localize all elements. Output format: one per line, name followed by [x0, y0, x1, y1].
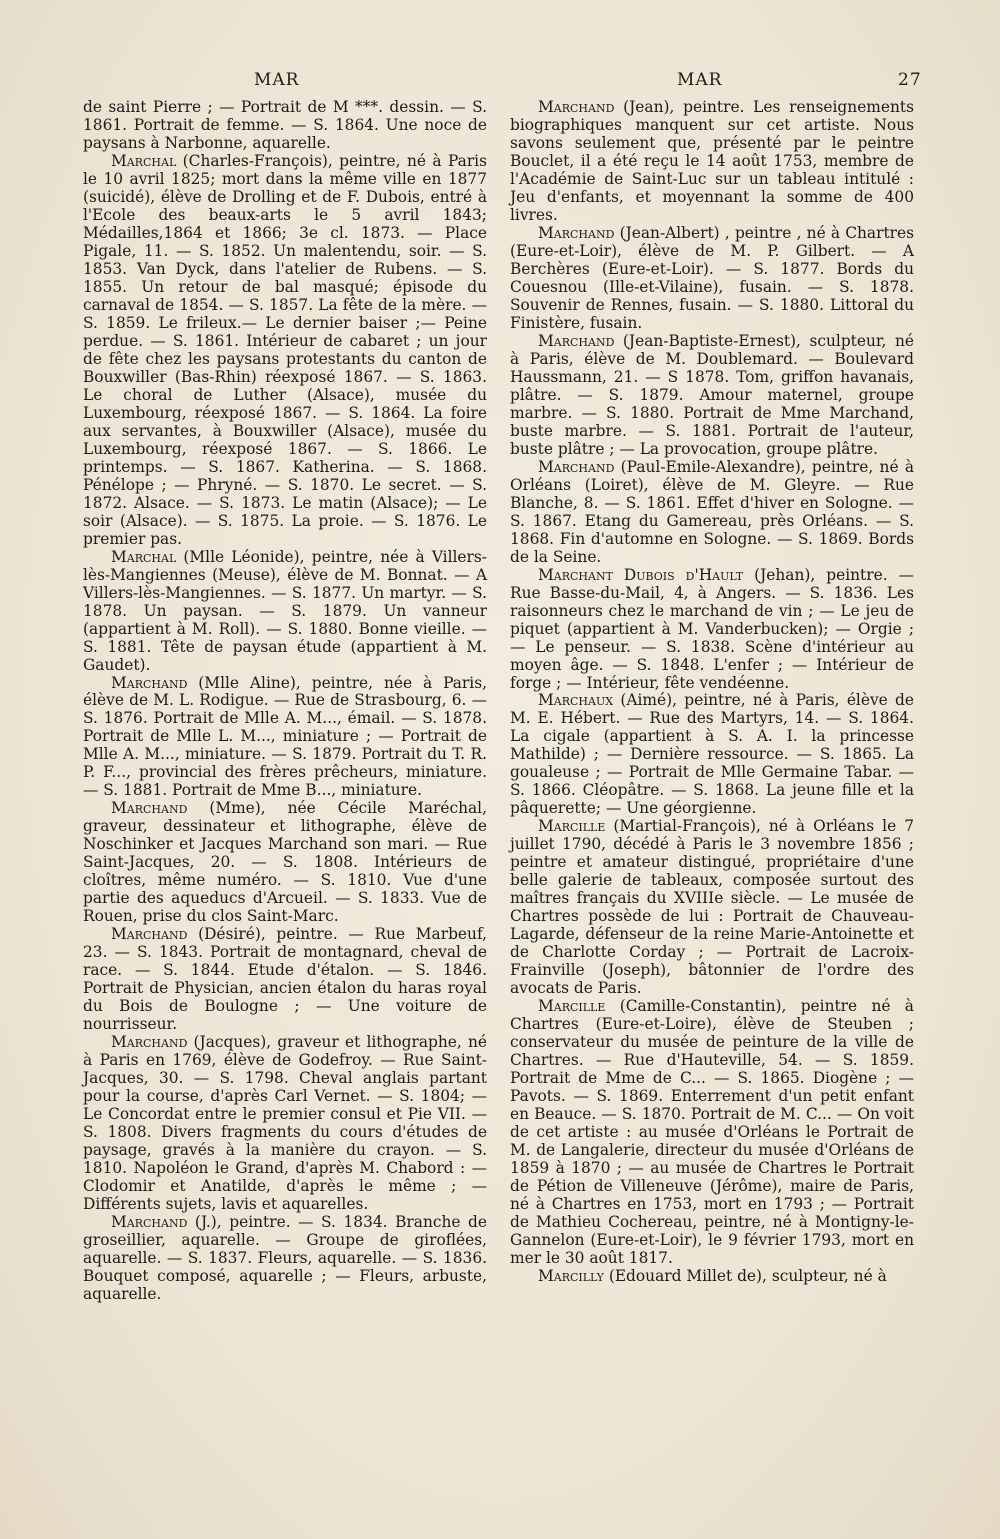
entry-headword: Marcille	[538, 817, 606, 836]
entry-text: (Mlle Léonide), peintre, née à Villers-lès-Mangiennes (Meuse), élève de M. Bonnat. — A Villers-lès-Mangiennes. — S. 1877. Un martyr. — S. 1878. Un paysan. — S. 1879. Un vanneur (appartient à M. Roll). — S. 1880. Bonne vieille. — S. 1881. Tête de paysan étude (appartient à M. Gaudet).	[83, 547, 487, 674]
running-head-left: MAR	[254, 70, 300, 90]
entry-headword: Marchal	[111, 151, 177, 170]
entry-headword: Marchal	[111, 547, 177, 566]
dictionary-entry	[83, 674, 487, 800]
entry-headword: Marchand	[111, 1033, 188, 1052]
right-column	[510, 98, 914, 1285]
entry-text: (Jean-Albert) , peintre , né à Chartres (Eure-et-Loir), élève de M. P. Gilbert. — A Berchères (Eure-et-Loir). — S. 1877. Bords du Couesnou (Ille-et-Vilaine), fusain. — S. 1878. Souvenir de Rennes, fusain. — S. 1880. Littoral du Finistère, fusain.	[510, 223, 914, 332]
dictionary-entry	[83, 152, 487, 548]
entry-text: (Mme), née Cécile Maréchal, graveur, dessinateur et lithographe, élève de Noschinker et Jacques Marchand son mari. — Rue Saint-Jacques, 20. — S. 1808. Intérieurs de cloîtres, même numéro. — S. 1810. Vue d'une partie des aqueducs d'Arcueil. — S. 1833. Vue de Rouen, prise du clos Saint-Marc.	[83, 799, 487, 926]
entry-text: (Martial-François), né à Orléans le 7 juillet 1790, décédé à Paris le 3 novembre 1856 ; peintre et amateur distingué, propriétaire d'une belle galerie de tableaux, composée surtout des maîtres français du XVIIIe siècle. — Le musée de Chartres possède de lui : Portrait de Chauveau-Lagarde, défenseur de la reine Marie-Antoinette et de Charlotte Corday ; — Portrait de Lacroix-Frainville (Joseph), bâtonnier de l'ordre des avocats de Paris.	[510, 817, 914, 998]
entry-headword: Marchand	[538, 457, 615, 476]
entry-text: (Aimé), peintre, né à Paris, élève de M. E. Hébert. — Rue des Martyrs, 14. — S. 1864. La cigale (appartient à S. A. I. la princesse Mathilde) ; — Dernière ressource. — S. 1865. La goualeuse ; — Portrait de Mlle Germaine Tabar. — S. 1866. Cléopâtre. — S. 1868. La jeune fille et la pâquerette; — Une géorgienne.	[510, 691, 914, 818]
dictionary-entry	[83, 1213, 487, 1303]
running-head-right: MAR	[677, 70, 723, 90]
dictionary-entry	[510, 997, 914, 1267]
entry-headword: Marchand	[111, 925, 188, 944]
dictionary-entry	[510, 332, 914, 458]
page-number: 27	[898, 70, 922, 90]
entry-text: (Paul-Emile-Alexandre), peintre, né à Orléans (Loiret), élève de M. Gleyre. — Rue Blanche, 8. — S. 1861. Effet d'hiver en Sologne. — S. 1867. Etang du Gamereau, près Orléans. — S. 1868. Fin d'automne en Sologne. — S. 1869. Bords de la Seine.	[510, 457, 914, 566]
entry-headword: Marchand	[538, 223, 615, 242]
entry-text: de saint Pierre ; — Portrait de M ***. dessin. — S. 1861. Portrait de femme. — S. 1864. Une noce de paysans à Narbonne, aquarelle.	[83, 98, 487, 152]
entry-headword: Marchant Dubois d'Hault	[538, 565, 744, 584]
dictionary-entry	[83, 98, 487, 152]
dictionary-entry	[83, 548, 487, 674]
entry-text: (Jean-Baptiste-Ernest), sculpteur, né à Paris, élève de M. Doublemard. — Boulevard Haussmann, 21. — S 1878. Tom, griffon havanais, plâtre. — S. 1879. Amour maternel, groupe marbre. — S. 1880. Portrait de Mme Marchand, buste marbre. — S. 1881. Portrait de l'auteur, buste plâtre ; — La provocation, groupe plâtre.	[510, 331, 914, 458]
dictionary-entry	[510, 566, 914, 692]
entry-text: (Edouard Millet de), sculpteur, né à	[603, 1266, 887, 1285]
dictionary-entry	[510, 458, 914, 566]
dictionary-entry	[510, 1267, 914, 1285]
entry-text: (Désiré), peintre. — Rue Marbeuf, 23. — S. 1843. Portrait de montagnard, cheval de race. — S. 1844. Etude d'étalon. — S. 1846. Portrait de Physician, ancien étalon du haras royal du Bois de Boulogne ; — Une voiture de nourrisseur.	[83, 925, 487, 1034]
dictionary-entry	[83, 1033, 487, 1213]
dictionary-entry	[510, 691, 914, 817]
dictionary-entry	[83, 925, 487, 1033]
entry-text: (Jehan), peintre. — Rue Basse-du-Mail, 4, à Angers. — S. 1836. Les raisonneurs chez le marchand de vin ; — Le jeu de piquet (appartient à M. Vanderbucken); — Orgie ; — Le penseur. — S. 1838. Scène d'intérieur au moyen âge. — S. 1848. L'enfer ; — Intérieur de forge ; — Intérieur, fête vendéenne.	[510, 565, 914, 692]
entry-headword: Marchand	[538, 98, 615, 116]
dictionary-entry	[510, 817, 914, 997]
entry-headword: Marcille	[538, 997, 606, 1016]
entry-text: (Camille-Constantin), peintre né à Chartres (Eure-et-Loire), élève de Steuben ; conservateur du musée de peinture de la ville de Chartres. — Rue d'Hauteville, 54. — S. 1859. Portrait de Mme de C... — S. 1865. Diogène ; — Pavots. — S. 1869. Enterrement d'un petit enfant en Beauce. — S. 1870. Portrait de M. C... — On voit de cet artiste : au musée d'Orléans le Portrait de M. de Langalerie, directeur du musée d'Orléans de 1859 à 1870 ; — au musée de Chartres le Portrait de Pétion de Villeneuve (Jérôme), maire de Paris, né à Chartres en 1753, mort en 1793 ; — Portrait de Mathieu Cochereau, peintre, né à Montigny-le-Gannelon (Eure-et-Loir), le 9 février 1793, mort en mer le 30 août 1817.	[510, 997, 914, 1267]
entry-headword: Marchand	[111, 1213, 188, 1232]
left-column	[83, 98, 487, 1303]
entry-headword: Marcilly	[538, 1266, 604, 1285]
entry-headword: Marchand	[538, 331, 615, 350]
dictionary-entry	[510, 98, 914, 224]
entry-headword: Marchand	[111, 673, 188, 692]
entry-headword: Marchaux	[538, 691, 614, 710]
entry-text: (J.), peintre. — S. 1834. Branche de groseillier, aquarelle. — Groupe de giroflées, aquarelle. — S. 1837. Fleurs, aquarelle. — S. 1836. Bouquet composé, aquarelle ; — Fleurs, arbuste, aquarelle.	[83, 1213, 487, 1303]
entry-text: (Mlle Aline), peintre, née à Paris, élève de M. L. Rodigue. — Rue de Strasbourg, 6. — S. 1876. Portrait de Mlle A. M..., émail. — S. 1878. Portrait de Mlle L. M..., miniature ; — Portrait de Mlle A. M..., miniature. — S. 1879. Portrait du T. R. P. F..., provincial des frères prêcheurs, miniature. — S. 1881. Portrait de Mme B..., miniature.	[83, 673, 487, 800]
entry-headword: Marchand	[111, 799, 188, 818]
entry-text: (Jacques), graveur et lithographe, né à Paris en 1769, élève de Godefroy. — Rue Saint-Jacques, 30. — S. 1798. Cheval anglais partant pour la course, d'après Carl Vernet. — S. 1804; — Le Concordat entre le premier consul et Pie VII. — S. 1808. Divers fragments du cours d'études de paysage, gravés à la manière du crayon. — S. 1810. Napoléon le Grand, d'après M. Chabord : — Clodomir et Anatilde, d'après le même ; — Différents sujets, lavis et aquarelles.	[83, 1033, 487, 1214]
entry-text: (Charles-François), peintre, né à Paris le 10 avril 1825; mort dans la même ville en 1877 (suicidé), élève de Drolling et de F. Dubois, entré à l'Ecole des beaux-arts le 5 avril 1843; Médailles,1864 et 1866; 3e cl. 1873. — Place Pigale, 11. — S. 1852. Un malentendu, soir. — S. 1853. Van Dyck, dans l'atelier de Rubens. — S. 1855. Un retour de bal masqué; épisode du carnaval de 1854. — S. 1857. La fête de la mère. — S. 1859. Le frileux.— Le dernier baiser ;— Peine perdue. — S. 1861. Intérieur de cabaret ; un jour de fête chez les paysans protestants du canton de Bouxwiller (Bas-Rhin) réexposé 1867. — S. 1863. Le choral de Luther (Alsace), musée du Luxembourg, réexposé 1867. — S. 1864. La foire aux servantes, à Bouxwiller (Alsace), musée du Luxembourg, réexposé 1867. — S. 1866. Le printemps. — S. 1867. Katherina. — S. 1868. Pénélope ; — Phryné. — S. 1870. Le secret. — S. 1872. Alsace. — S. 1873. Le matin (Alsace); — Le soir (Alsace). — S. 1875. La proie. — S. 1876. Le premier pas.	[83, 151, 487, 548]
dictionary-entry	[83, 799, 487, 925]
dictionary-entry	[510, 224, 914, 332]
entry-text: (Jean), peintre. Les renseignements biographiques manquent sur cet artiste. Nous savons seulement que, présenté par le peintre Bouclet, il a été reçu le 14 août 1753, membre de l'Académie de Saint-Luc sur un tableau intitulé : Jeu d'enfants, et moyennant la somme de 400 livres.	[510, 98, 914, 224]
